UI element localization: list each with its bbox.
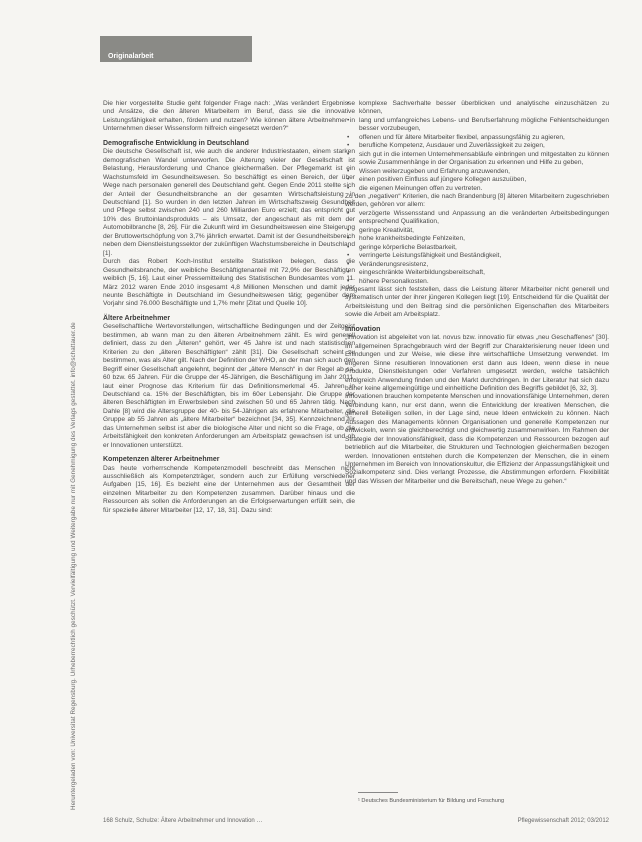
list-item: • offenen und für ältere Mitarbeiter flexibel, anpassungsfähig zu agieren, [345, 134, 609, 142]
list-item: • berufliche Kompetenz, Ausdauer und Zuverlässigkeit zu zeigen, [345, 142, 609, 150]
list-item: • verzögerte Wissensstand und Anpassung an die veränderten Arbeitsbedingungen entsprechend Qualifikation, [345, 210, 609, 227]
footer-right: Pflegewissenschaft 2012; 03/2012 [517, 818, 609, 824]
negative-criteria-list [345, 210, 609, 286]
list-item: • geringe Kreativität, [345, 227, 609, 235]
list-item: • hohe krankheitsbedingte Fehlzeiten, [345, 235, 609, 243]
heading-innovation: Innovation [345, 325, 381, 333]
list-item: • höhere Personalkosten. [345, 278, 609, 286]
paragraph: „Innovation ist abgeleitet von lat. novus bzw. innovatio für etwas „neu Geschaffenes“ [30]. Im allgemeinen Sprachgebrauch wird der Begriff zur Charakterisierung neuer Ideen und Erfindungen und zur Weise, wie diese ihre wirtschaftliche Umsetzung verwendet. Im engeren Sinne resultieren Innovationen erst dann aus Ideen, wenn diese in neue Produkte, Dienstleistungen oder Verfahren umgesetzt werden, welche tatsächlich erfolgreich Anwendung finden und den Markt durchdringen. In der Literatur hat sich dazu bisher keine allgemeingültige und einheitliche Definition des Begriffs gebildet [6, 32, 3]. [345, 334, 609, 392]
footnote-divider [358, 792, 398, 793]
right-column [345, 100, 609, 486]
paragraph: Die deutsche Gesellschaft ist, wie auch die anderer Industriestaaten, einem starken demografischen Wandel unterworfen. Die Alterung vieler der Gesellschaft ist Belastung, Herausforderung und Chance gleichermaßen. Der Pflegemarkt ist ein Wachstumsfeld im Gesundheitswesen. So beschäftigt es einen Bereich, der über Wege nach personalen generell des Deutschland geht. Gegen Ende 2011 stellte sich der Anteil der Gesundheitsbranche an der gesamten Wirtschaftsleistung in Deutschland [1]. So wurden in den letzten Jahren im Wirtschaftszweig Gesundheit und Pflege selbst zwischen 240 und 260 Milliarden Euro erzielt; das entspricht gut 10% des Bruttoinlandsprodukts – als Umsatz, der angeschaut als mit dem der Automobilbranche [8, 26]. Für die Zukunft wird im Gesundheitswesen eine Steigerung der Bruttowertschöpfung von 3,7% jährlich erwartet. Damit ist der Gesundheitsbereich neben dem Dienstleistungssektor der zukünftigen Wachstumsbereiche in Deutschland [1]. [103, 148, 355, 257]
paragraph: Gesellschaftliche Wertevorstellungen, wirtschaftliche Bedingungen und der Zeitgeist bestimmen, ab wann man zu den älteren Arbeitnehmern zählt. Es wird generell definiert, dass zu den „Älteren“ gehört, wer 45 Jahre ist und nach statistischen Kriterien zu den „älteren Beschäftigten“ zählt [31]. Die Gesellschaft scheint zu bestimmen, was als Alter gilt. Nach der Definition der WHO, an der man sich auch den Begriff einer Gesellschaft angelehnt, beginnt der „ältere Mensch“ in der Regel ab ca. 60 bzw. 65 Jahren. Für die Gruppe der 45-Jährigen, die Beschäftigung im Jahr 2011, laut einer Prognose das Kriterium für das Definitionsmerkmal 45. Jahren in Deutschland ca. 15% der Beschäftigten, bis im 60er Lebensjahr. Die Gruppe der älteren Beschäftigten im Erwerbsleben sind zwischen 50 und 65 Jahren tätig. Nach Dahle [8] wird die Altersgruppe der 40- bis 54-Jährigen als erfahrene Mitarbeiter, die Gruppe ab 55 Jahren als „ältere Mitarbeiter“ bezeichnet [34, 35]. Kennzeichnend für das Unternehmen selbst ist aber die biologische Alter und nicht so die Frage, ob die Arbeitsfähigkeit den konkreten Anforderungen am Arbeitsplatz gewachsen ist und ob er Innovationen unterstützt. [103, 323, 355, 449]
paragraph: Innovationen brauchen kompetente Menschen und innovationsfähige Unternehmen, deren Verbindung kann, nur erst dann, wenn die Entwicklung der kreativen Menschen, die generell Beteiligen sollen, in der Lage sind, neue Ideen entwickeln zu können. Nach Aussagen des Managements können Organisationen und generelle Kompetenzen nur entwickeln, wenn sie gleichberechtigt und gleichwertig zusammenwirken. Im Rahmen der Strategie der Innovationsfähigkeit, dass die Kompetenzen und Ressourcen bezogen auf betrieblich auf die Mitarbeiter, die Strukturen und Technologien gleichermaßen bezogen werden. Innovationen entstehen durch die Kompetenzen der Menschen, die in einem Unternehmen im Bereich von Innovationskultur, die Effizienz der Anpassungsfähigkeit und Sozialkompetenz sind. Dies verlangt Prozesse, die Abstimmungen erfordern. Flexibilität und das Wissen der Mitarbeiter und die Bereitschaft, neue Wege zu gehen.“ [345, 393, 609, 485]
list-item: • sich gut in die internen Unternehmensabläufe einbringen und mitgestalten zu können sowie Zusammenhänge in der Organisation zu erkennen und Hilfe zu geben, [345, 151, 609, 168]
side-copyright-text: Heruntergeladen von: Universitat Regensburg. Urheberrechtlich geschützt. Vervielfältigung und Weitergabe nur mit Genehmigung des Verlags gestattet. info@schattauer.de [70, 322, 77, 810]
footnote: ¹ Deutsches Bundesministerium für Bildung und Forschung [358, 798, 505, 804]
positive-criteria-list [345, 100, 609, 193]
left-column [103, 100, 355, 515]
list-item: • verringerte Leistungsfähigkeit und Beständigkeit, [345, 252, 609, 260]
heading-kompetenzen: Kompetenzen älterer Arbeitnehmer [103, 456, 220, 464]
intro-paragraph: Die hier vorgestellte Studie geht folgender Frage nach: „Was verändert Ergebnisse und Ansätze, die den älteren Mitarbeitern im Beruf, dass sie die innovative Leistungsfähigkeit erhalten, fördern und nutzen? Wie können ältere Arbeitnehmer in Unternehmen dieser Wissensform hilfreich eingesetzt werden?“ [103, 100, 355, 133]
heading-aeltere-arbeitnehmer: Ältere Arbeitnehmer [103, 314, 171, 322]
list-item: • die eigenen Meinungen offen zu vertreten. [345, 185, 609, 193]
paragraph: Zu den „negativen“ Kriterien, die nach Brandenburg [8] älteren Mitarbeitern zugeschrieben werden, gehören vor allem: [345, 192, 609, 209]
section-tab-label: Originalarbeit [108, 53, 154, 60]
list-item: • eingeschränkte Weiterbildungsbereitschaft, [345, 269, 609, 277]
paragraph: Insgesamt lässt sich feststellen, dass die Leistung älterer Mitarbeiter nicht generell und systematisch unter der ihrer jüngeren Kollegen liegt [19]. Entscheidend für die Qualität der Arbeitsleistung und den Beitrag sind die persönlichen Eigenschaften des Mitarbeiters sowie die Arbeit am Arbeitsplatz. [345, 285, 609, 319]
footer-left: 168 Schulz, Schulze: Ältere Arbeitnehmer und Innovation … [103, 818, 263, 824]
list-item: • lang und umfangreiches Lebens- und Berufserfahrung mögliche Fehlentscheidungen besser vorzubeugen, [345, 117, 609, 134]
list-item: • einen positiven Einfluss auf jüngere Kollegen auszuüben, [345, 176, 609, 184]
list-item: • geringe körperliche Belastbarkeit, [345, 244, 609, 252]
list-item: • komplexe Sachverhalte besser überblicken und analytische einzuschätzen zu können, [345, 100, 609, 117]
paragraph: Durch das Robert Koch-Institut erstellte Statistiken belegen, dass die Gesundheitsbranche, der weibliche Beschäftigtenanteil mit 72,9% der Beschäftigten weiblich [5, 16]. Laut einer Pressemitteilung des Statistischen Bundesamtes vom 11. März 2012 waren Ende 2010 insgesamt 4,8 Millionen Menschen und damit jeder neunte Beschäftigte in Deutschland im Gesundheitswesen tätig; gegenüber dem Vorjahr sind 76.000 Beschäftigte und 1,7% mehr [Zitat und Quelle 10]. [103, 258, 355, 308]
section-tab [100, 36, 252, 62]
list-item: • Veränderungsresistenz, [345, 261, 609, 269]
list-item: • Wissen weiterzugeben und Erfahrung anzuwenden, [345, 168, 609, 176]
paragraph: Das heute vorherrschende Kompetenzmodell beschreibt das Menschen nicht ausschließlich als Kompetenzträger, sondern auch zur Erfüllung verschiedener Aufgaben [15, 16]. Es bezieht eine der Unternehmen aus der Gesamtheit der einzelnen Mitarbeiter zu den Kompetenzen zusammen. Darüber hinaus und die Ressourcen als sollen die Anforderungen an die Erfolgserwartungen erfüllt sein, die für spezielle älterer Mitarbeiter [12, 17, 18, 31]. Dazu sind: [103, 464, 355, 514]
heading-demografie: Demografische Entwicklung in Deutschland [103, 139, 249, 147]
